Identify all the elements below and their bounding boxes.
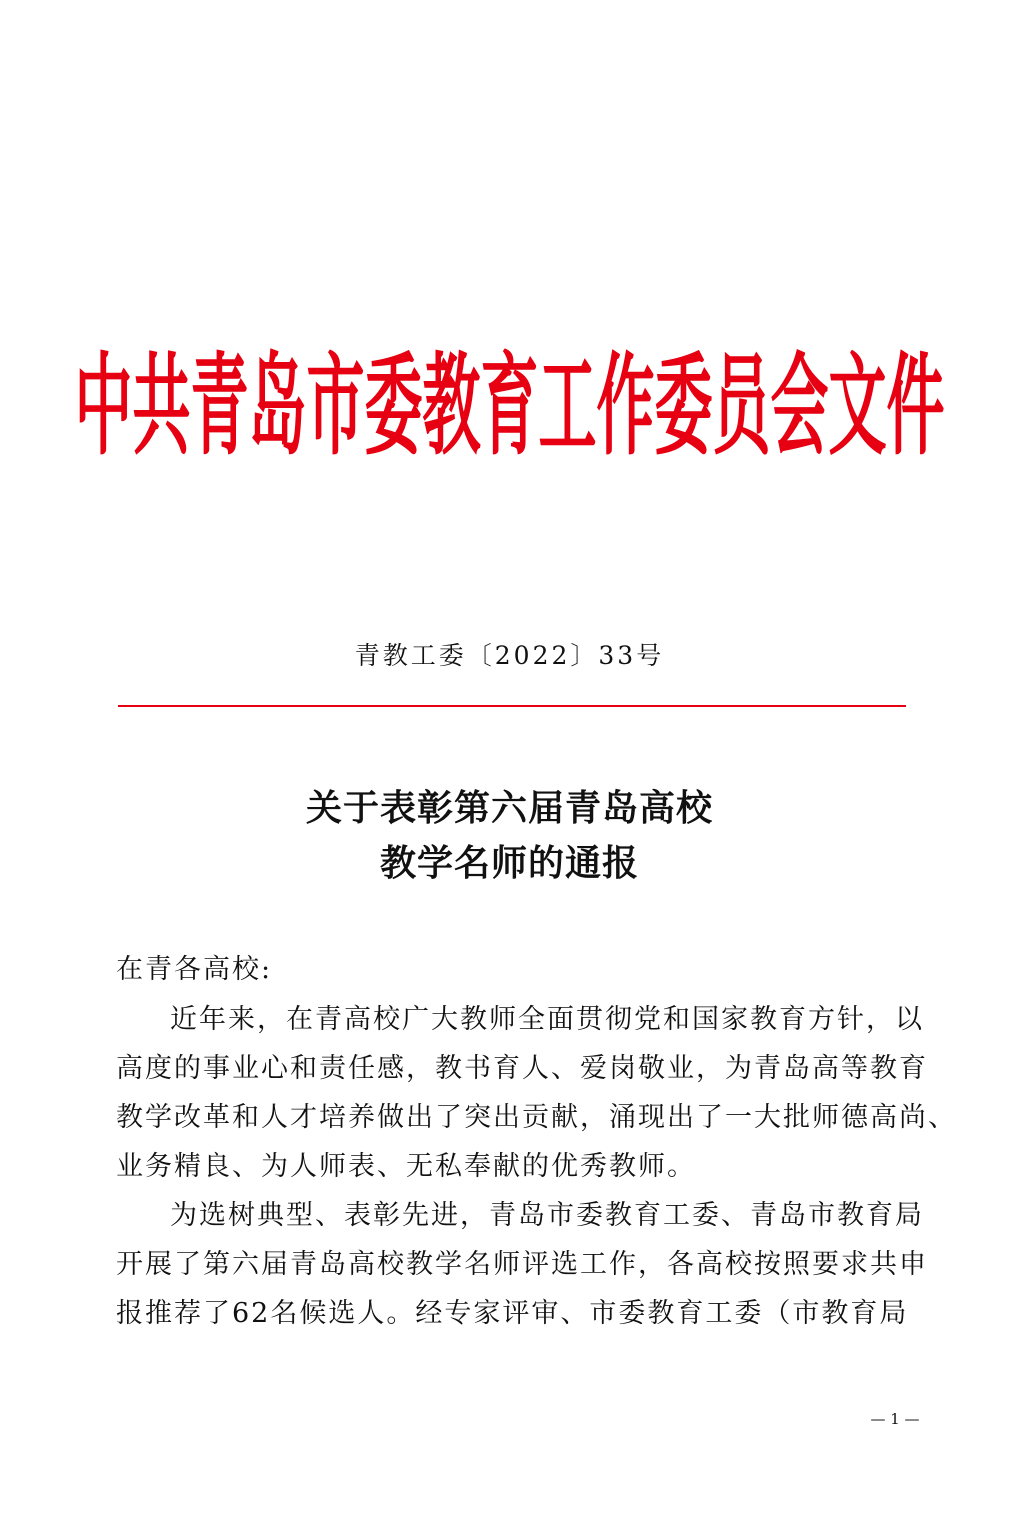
paragraph-2-line-2: 开展了第六届青岛高校教学名师评选工作，各高校按照要求共申 <box>116 1249 928 1280</box>
paragraph-1-line-2: 高度的事业心和责任感，教书育人、爱岗敬业，为青岛高等教育 <box>116 1053 928 1084</box>
paragraph-1-line-1: 近年来，在青高校广大教师全面贯彻党和国家教育方针，以 <box>170 1004 924 1035</box>
paragraph-1-line-3: 教学改革和人才培养做出了突出贡献，涌现出了一大批师德高尚、 <box>116 1102 957 1133</box>
salutation: 在青各高校: <box>116 954 273 985</box>
masthead-title: 中共青岛市委教育工作委员会文件 <box>74 341 945 471</box>
paragraph-2-line-3: 报推荐了62名候选人。经专家评审、市委教育工委（市教育局 <box>116 1298 909 1329</box>
notice-title-line-1: 关于表彰第六届青岛高校 <box>305 787 713 829</box>
notice-title-line-2: 教学名师的通报 <box>379 842 639 884</box>
paragraph-1-line-4: 业务精良、为人师表、无私奉献的优秀教师。 <box>116 1151 696 1182</box>
page-number: — 1 — <box>870 1410 920 1428</box>
red-divider-line <box>118 705 906 707</box>
paragraph-2-line-1: 为选树典型、表彰先进，青岛市委教育工委、青岛市教育局 <box>170 1200 924 1231</box>
document-number: 青教工委〔2022〕33号 <box>354 641 665 670</box>
